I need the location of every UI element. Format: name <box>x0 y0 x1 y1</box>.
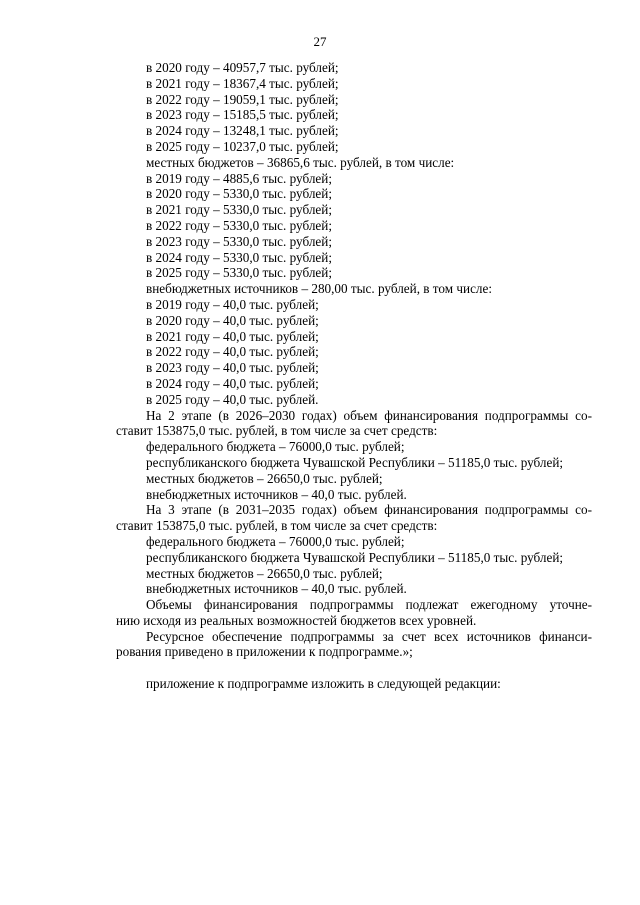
text-line: приложение к подпрограмме изложить в следующей редакции: <box>146 676 501 692</box>
text-line: На 2 этапе (в 2026–2030 годах) объем финансирования подпрограммы со- <box>146 407 592 423</box>
text-line: внебюджетных источников – 40,0 тыс. рублей. <box>146 486 407 502</box>
text-line: в 2020 году – 40,0 тыс. рублей; <box>146 312 319 328</box>
text-line: Объемы финансирования подпрограммы подлежат ежегодному уточне- <box>146 597 592 613</box>
text-line: в 2021 году – 18367,4 тыс. рублей; <box>146 75 339 91</box>
text-line: в 2022 году – 40,0 тыс. рублей; <box>146 344 319 360</box>
text-line: в 2021 году – 40,0 тыс. рублей; <box>146 328 319 344</box>
text-line: в 2025 году – 5330,0 тыс. рублей; <box>146 265 332 281</box>
text-line: Ресурсное обеспечение подпрограммы за счет всех источников финанси- <box>146 628 592 644</box>
text-line: республиканского бюджета Чувашской Республики – 51185,0 тыс. рублей; <box>146 549 564 565</box>
text-line: в 2025 году – 40,0 тыс. рублей. <box>146 391 319 407</box>
text-line: в 2019 году – 4885,6 тыс. рублей; <box>146 170 332 186</box>
text-line: в 2024 году – 40,0 тыс. рублей; <box>146 375 319 391</box>
text-line: в 2025 году – 10237,0 тыс. рублей; <box>146 138 339 154</box>
document-body <box>116 60 592 692</box>
text-line: ставит 153875,0 тыс. рублей, в том числе за счет средств: <box>116 518 438 534</box>
text-line: федерального бюджета – 76000,0 тыс. рублей; <box>146 439 405 455</box>
text-line: внебюджетных источников – 40,0 тыс. рублей. <box>146 581 407 597</box>
text-line: местных бюджетов – 26650,0 тыс. рублей; <box>146 565 383 581</box>
text-line: в 2019 году – 40,0 тыс. рублей; <box>146 296 319 312</box>
text-line: внебюджетных источников – 280,00 тыс. рублей, в том числе: <box>146 281 493 297</box>
text-line: республиканского бюджета Чувашской Республики – 51185,0 тыс. рублей; <box>146 454 564 470</box>
text-line: в 2021 году – 5330,0 тыс. рублей; <box>146 202 332 218</box>
text-line: нию исходя из реальных возможностей бюджетов всех уровней. <box>116 612 477 628</box>
text-line: в 2023 году – 40,0 тыс. рублей; <box>146 360 319 376</box>
text-line: местных бюджетов – 36865,6 тыс. рублей, в том числе: <box>146 154 455 170</box>
text-line: ставит 153875,0 тыс. рублей, в том числе за счет средств: <box>116 423 438 439</box>
text-line: в 2020 году – 5330,0 тыс. рублей; <box>146 186 332 202</box>
text-line: в 2023 году – 15185,5 тыс. рублей; <box>146 107 339 123</box>
text-line: в 2020 году – 40957,7 тыс. рублей; <box>146 60 339 75</box>
text-line: в 2023 году – 5330,0 тыс. рублей; <box>146 233 332 249</box>
text-line: На 3 этапе (в 2031–2035 годах) объем финансирования подпрограммы со- <box>146 502 592 518</box>
text-line: местных бюджетов – 26650,0 тыс. рублей; <box>146 470 383 486</box>
blank-line <box>116 660 592 676</box>
text-line: рования приведено в приложении к подпрограмме.»; <box>116 644 413 660</box>
text-line: федерального бюджета – 76000,0 тыс. рублей; <box>146 533 405 549</box>
text-line: в 2024 году – 5330,0 тыс. рублей; <box>146 249 332 265</box>
text-line: в 2022 году – 5330,0 тыс. рублей; <box>146 217 332 233</box>
text-line: в 2022 году – 19059,1 тыс. рублей; <box>146 91 339 107</box>
text-line: в 2024 году – 13248,1 тыс. рублей; <box>146 123 339 139</box>
page-number: 27 <box>313 34 327 49</box>
